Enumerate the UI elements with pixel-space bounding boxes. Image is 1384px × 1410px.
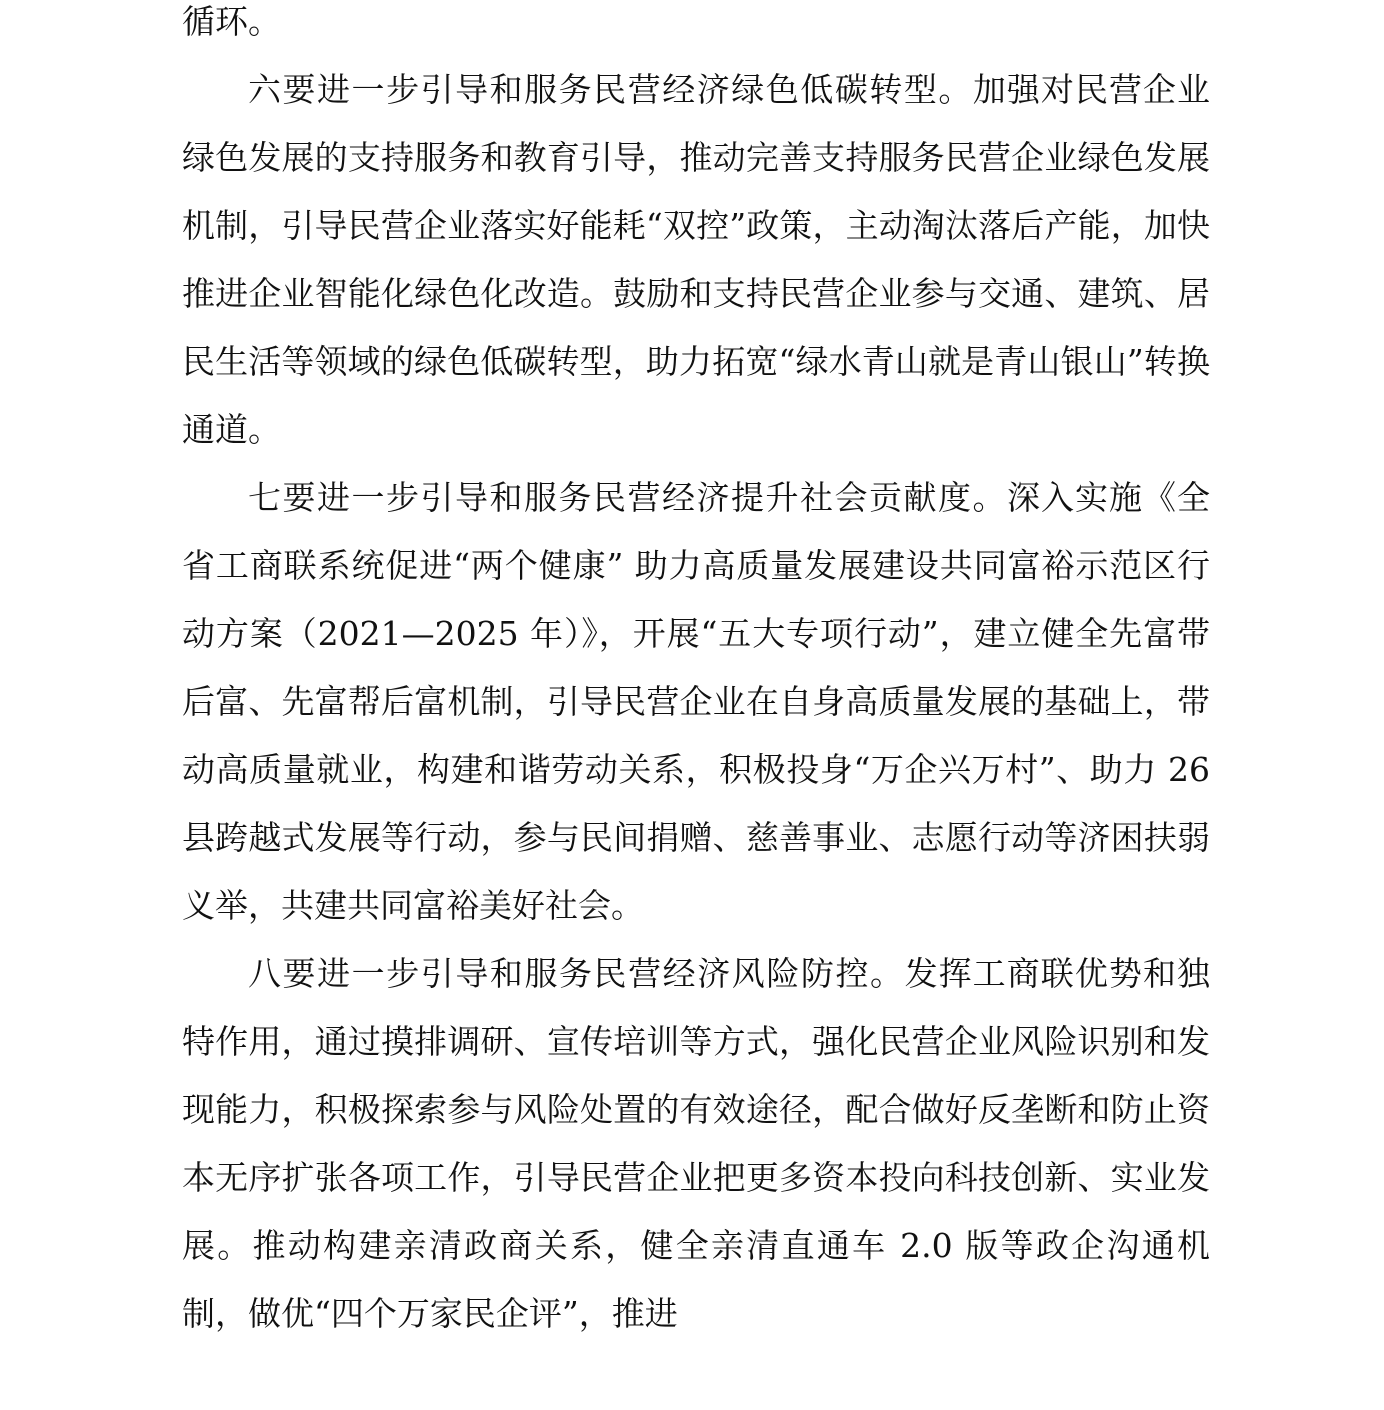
paragraph-lead: 八要进一步引导和服务民营经济风险防控。 (248, 954, 905, 993)
paragraph-body: 循环。 (182, 2, 281, 41)
paragraph-lead: 七要进一步引导和服务民营经济提升社会贡献度。 (248, 478, 1007, 517)
paragraph-body: 发挥工商联优势和独特作用，通过摸排调研、宣传培训等方式，强化民营企业风险识别和发现能力，积极探索参与风险处置的有效途径，配合做好反垄断和防止资本无序扩张各项工作，引导民营企业把更多资本投向科技创新、实业发展。推动构建亲清政商关系，健全亲清直通车 2.0 版等政企沟通机制，做优“四个万家民企评”，推进 (182, 954, 1211, 1333)
paragraph-body: 加强对民营企业绿色发展的支持服务和教育引导，推动完善支持服务民营企业绿色发展机制，引导民营企业落实好能耗“双控”政策，主动淘汰落后产能，加快推进企业智能化绿色化改造。鼓励和支持民营企业参与交通、建筑、居民生活等领域的绿色低碳转型，助力拓宽“绿水青山就是青山银山”转换通道。 (182, 70, 1211, 449)
paragraph-continuation (182, 0, 1210, 56)
paragraph-lead: 六要进一步引导和服务民营经济绿色低碳转型。 (248, 70, 973, 109)
paragraph-eight (182, 940, 1210, 1348)
paragraph-body: 深入实施《全省工商联系统促进“两个健康” 助力高质量发展建设共同富裕示范区行动方案（2021—2025 年）》，开展“五大专项行动”，建立健全先富带后富、先富帮后富机制，引导民营企业在自身高质量发展的基础上，带动高质量就业，构建和谐劳动关系，积极投身“万企兴万村”、助力 26 县跨越式发展等行动，参与民间捐赠、慈善事业、志愿行动等济困扶弱义举，共建共同富裕美好社会。 (182, 478, 1210, 925)
document-page (182, 0, 1210, 1348)
paragraph-six (182, 56, 1210, 464)
paragraph-seven (182, 464, 1210, 940)
